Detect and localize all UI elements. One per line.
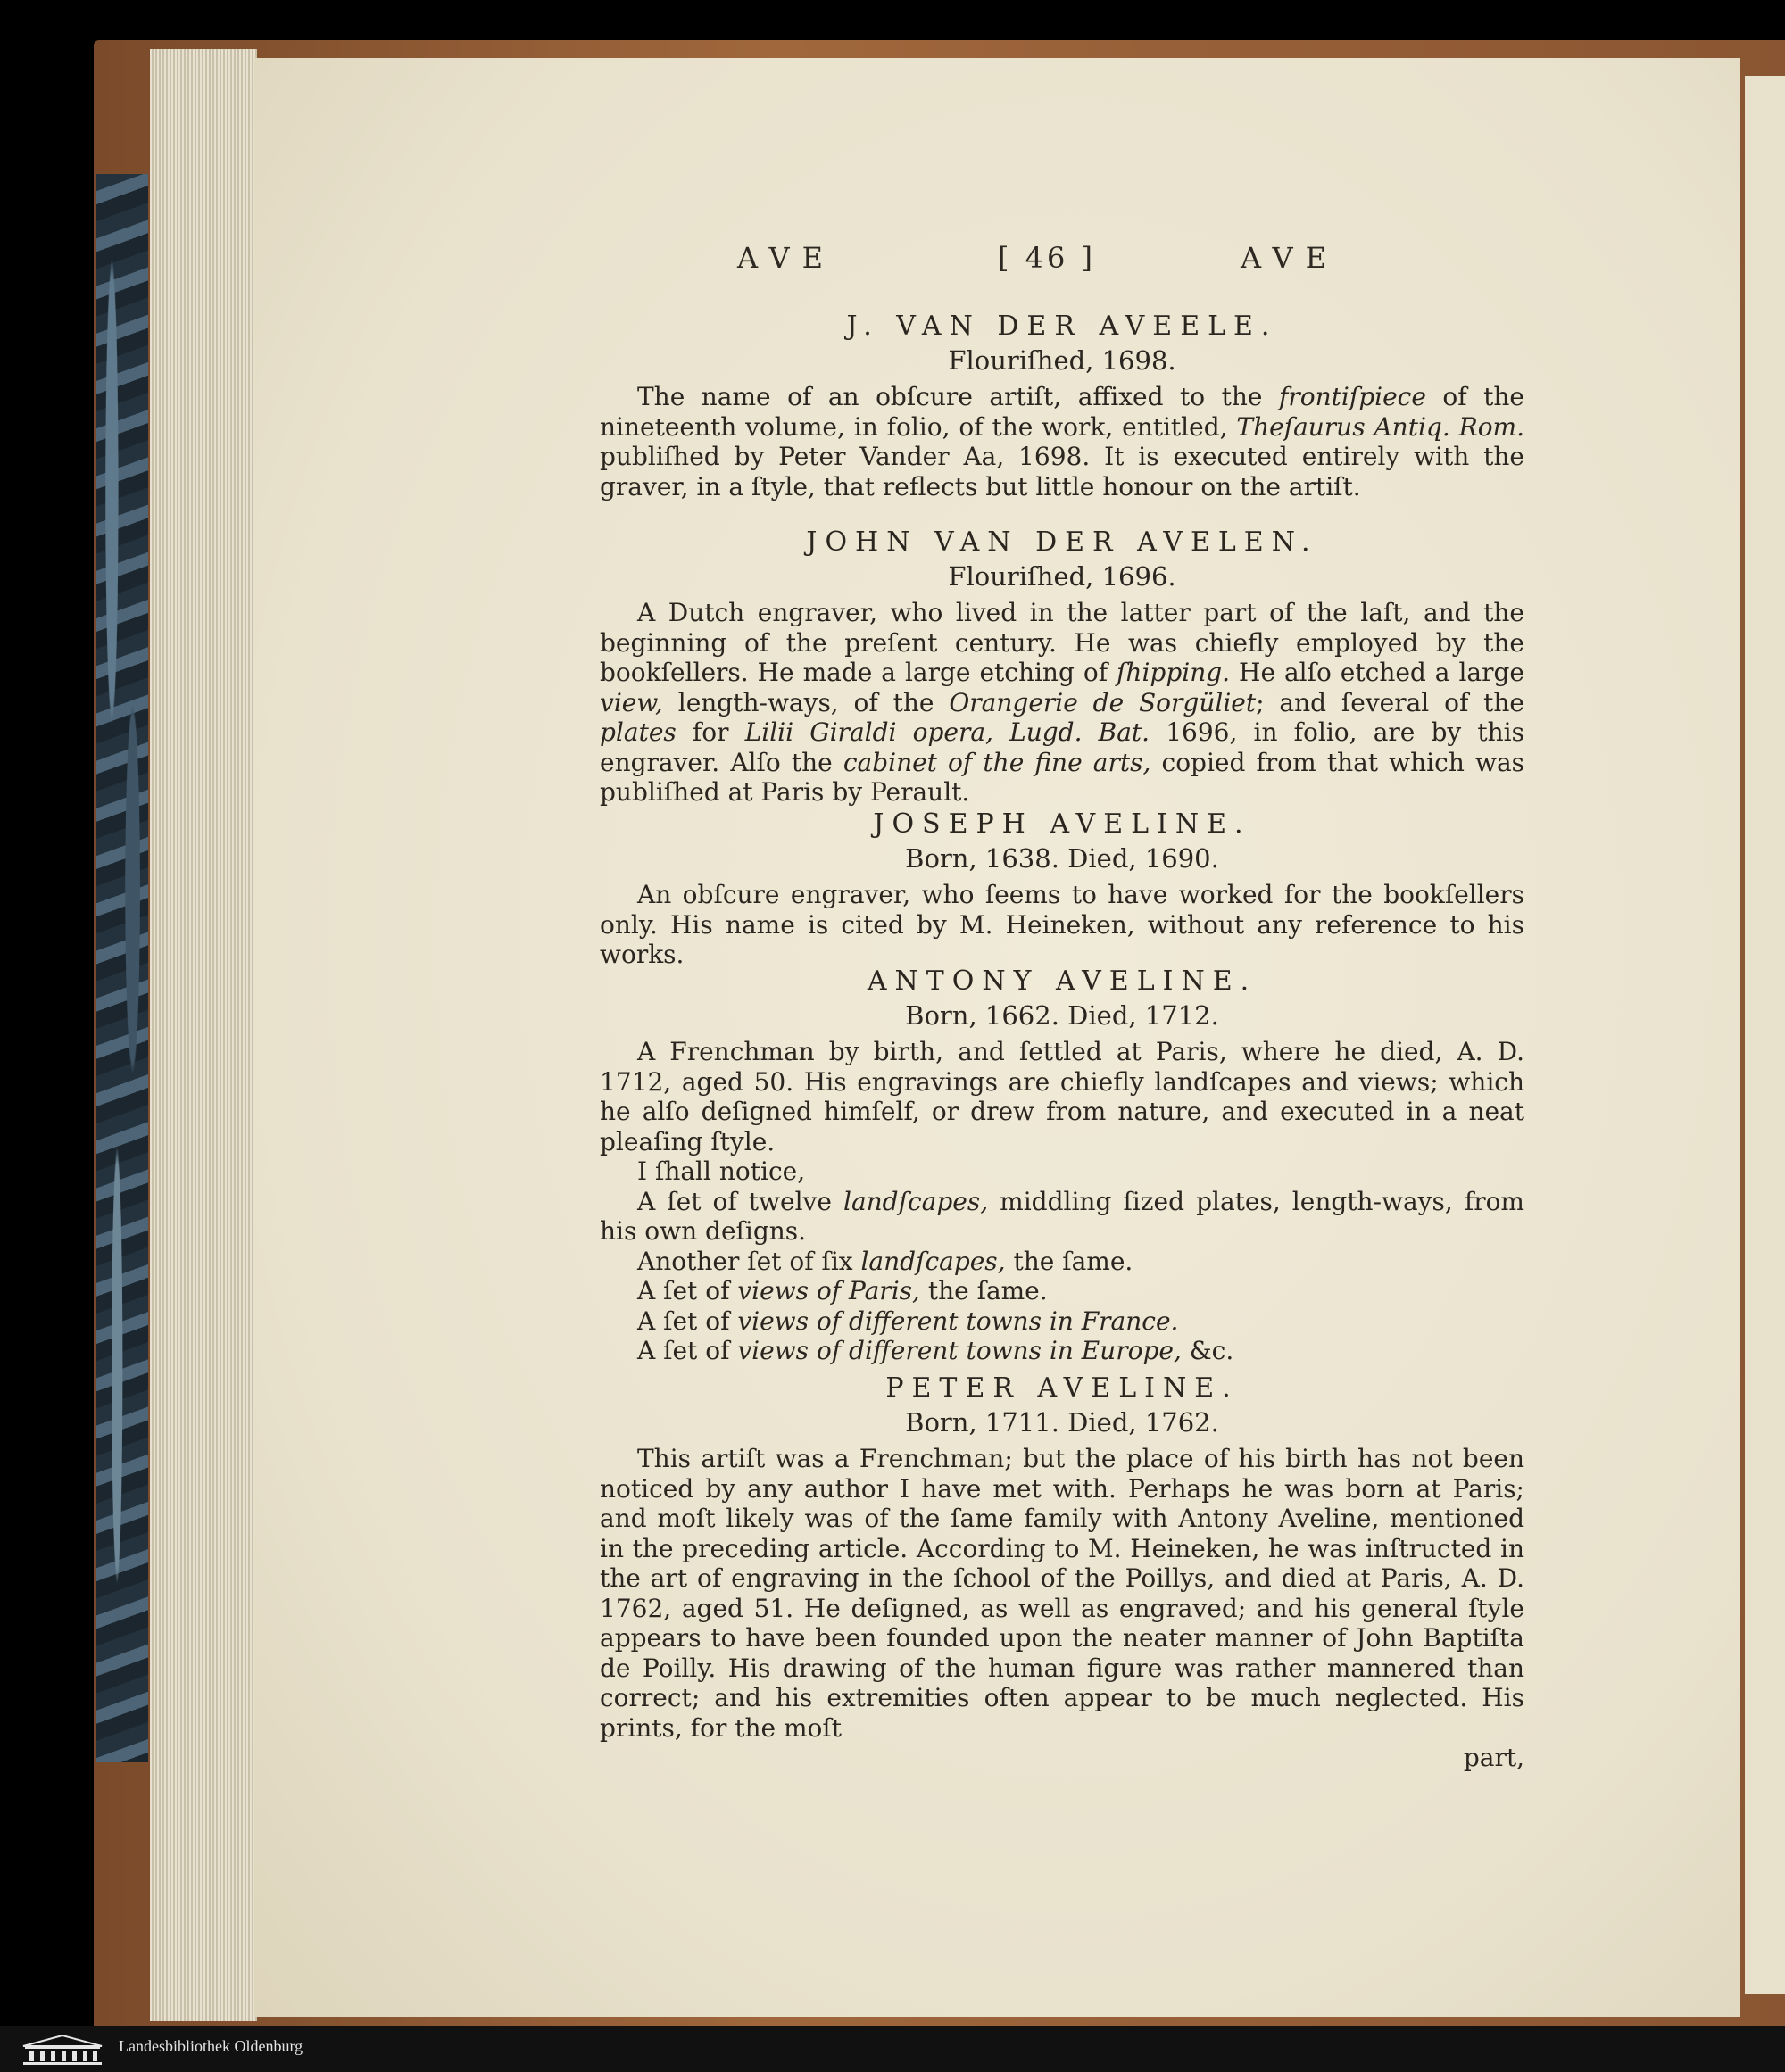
entry-john-van-der-avelen (600, 525, 1524, 808)
italic-text: cabinet of the fine arts, (843, 747, 1151, 777)
entry-j-van-der-aveele (600, 309, 1524, 501)
library-building-icon (18, 2034, 107, 2066)
entry-antony-aveline (600, 964, 1524, 1366)
italic-text: ſhipping. (1117, 658, 1231, 687)
entry-line: I ſhall notice, (637, 1156, 806, 1186)
running-head-right: AVE (1241, 241, 1339, 275)
italic-text: landſcapes, (860, 1246, 1006, 1276)
italic-text: Orangerie de Sorgüliet (949, 687, 1257, 717)
italic-text: plates (600, 717, 677, 747)
entry-paragraph: An obſcure engraver, who ſeems to have worked for the bookſellers only. His name is cited by M. Heineken, without any reference to his works. (600, 880, 1524, 969)
italic-text: Lilii Giraldi opera, Lugd. Bat. (744, 717, 1150, 747)
entry-line: A ſet of twelve landſcapes, middling ſized plates, length-ways, from his own deſigns. (600, 1186, 1524, 1246)
entry-dates: Born, 1711. Died, 1762. (905, 1407, 1219, 1438)
entry-line: A ſet of views of different towns in France. (637, 1305, 1179, 1336)
entry-line: A ſet of views of Paris, the ſame. (637, 1276, 1048, 1305)
entry-name: ANTONY AVELINE. (867, 966, 1258, 997)
entry-paragraph: A Frenchman by birth, and ſettled at Paris, where he died, A. D. 1712, aged 50. His engravings are chiefly landſcapes and views; which he alſo deſigned himſelf, or drew from nature, and executed in a neat pleaſing ſtyle. (600, 1037, 1524, 1156)
entry-dates: Flouriſhed, 1696. (948, 561, 1176, 592)
italic-text: views of different towns in Europe, (737, 1336, 1182, 1365)
page-edges (150, 49, 257, 2021)
entry-dates: Born, 1662. Died, 1712. (905, 1000, 1219, 1031)
italic-text: landſcapes, (843, 1186, 989, 1216)
entry-name: PETER AVELINE. (885, 1372, 1239, 1404)
library-name: Landesbibliothek Oldenburg (119, 2037, 303, 2055)
entry-line: A ſet of views of different towns in Europe, &c. (637, 1336, 1234, 1365)
running-head (600, 241, 1524, 286)
italic-text: views of Paris, (737, 1276, 920, 1305)
entry-dates: Flouriſhed, 1698. (948, 345, 1176, 376)
entry-line: Another ſet of ſix landſcapes, the ſame. (637, 1246, 1133, 1276)
facing-page-edge (1745, 76, 1785, 1994)
italic-text: frontiſpiece (1278, 382, 1426, 411)
entry-peter-aveline (600, 1371, 1524, 1773)
italic-text: Theſaurus Antiq. Rom. (1236, 411, 1524, 442)
entry-paragraph: This artiſt was a Frenchman; but the place of his birth has not been noticed by any author I have met with. Perhaps he was born at Paris; and moſt likely was of the ſame family with Antony Aveline, mentioned in the preceding article. According to M. Heineken, he was inſtructed in the art of engraving in the ſchool of the Poillys, and died at Paris, A. D. 1762, aged 51. He deſigned, as well as engraved; and his general ſtyle appears to have been founded upon the neater manner of John Baptiſta de Poilly. His drawing of the human figure was rather mannered than correct; and his extremities often appear to be much neglected. His prints, for the moſt (600, 1444, 1524, 1743)
entry-dates: Born, 1638. Died, 1690. (905, 843, 1219, 874)
marbled-endpaper (96, 174, 148, 1762)
entry-joseph-aveline (600, 807, 1524, 970)
entry-paragraph: The name of an obſcure artiſt, affixed to the frontiſpiece of the nineteenth volume, in folio, of the work, entitled, Theſaurus Antiq. Rom. publiſhed by Peter Vander Aa, 1698. It is executed entirely with the graver, in a ſtyle, that reflects but little honour on the artiſt. (600, 382, 1524, 501)
running-head-left: AVE (737, 241, 835, 275)
entry-name: JOSEPH AVELINE. (873, 808, 1251, 840)
italic-text: views of different towns in France. (737, 1305, 1179, 1336)
entry-paragraph: A Dutch engraver, who lived in the latter part of the laſt, and the beginning of the preſent century. He was chiefly employed by the bookſellers. He made a large etching of ſhipping. He alſo etched a large view, length-ways, of the Orangerie de Sorgüliet; and ſeveral of the plates for Lilii Giraldi opera, Lugd. Bat. 1696, in folio, are by this engraver. Alſo the cabinet of the fine arts, copied from that which was publiſhed at Paris by Perault. (600, 598, 1525, 807)
page-number: [ 46 ] (998, 241, 1097, 275)
entry-name: J. VAN DER AVEELE. (846, 311, 1278, 342)
catchword: part, (1463, 1743, 1524, 1772)
italic-text: view, (600, 687, 663, 717)
entry-name: JOHN VAN DER AVELEN. (806, 526, 1318, 558)
